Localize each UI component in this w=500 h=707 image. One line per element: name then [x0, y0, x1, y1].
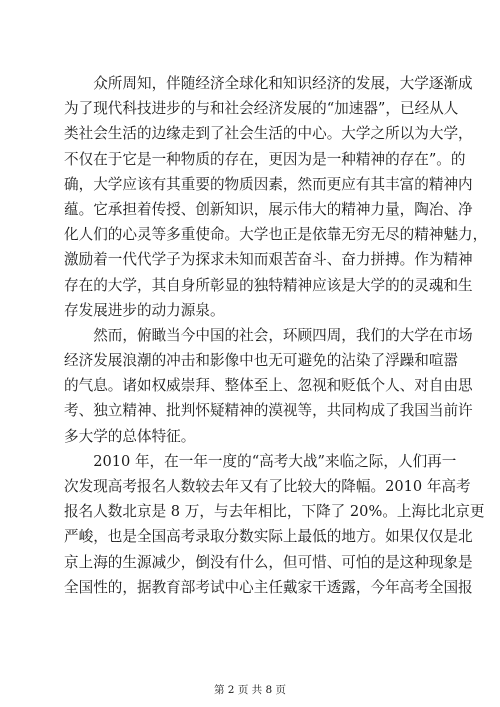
- text-line: 经济发展浪潮的冲击和影像中也无可避免的沾染了浮躁和喧嚣: [64, 352, 459, 370]
- text-line: 全国性的，据教育部考试中心主任戴家干透露，今年高考全国报: [64, 578, 473, 596]
- text-line: 存发展进步的动力源泉。: [64, 301, 225, 319]
- text-line: 激励着一代代学子为探求未知而艰苦奋斗、奋力拼搏。作为精神: [64, 251, 473, 269]
- text-line: 确，大学应该有其重要的物质因素，然而更应有其丰富的精神内: [64, 175, 473, 193]
- text-line: 次发现高考报名人数较去年又有了比较大的降幅。2010 年高考: [64, 478, 471, 495]
- text-line: 考、独立精神、批判怀疑精神的漠视等，共同构成了我国当前许: [64, 402, 473, 420]
- text-line: 的气息。诸如权威崇拜、整体至上、忽视和贬低个人、对自由思: [64, 377, 473, 395]
- text-line: 报名人数北京是 8 万，与去年相比，下降了 20%。上海比北京更: [64, 503, 485, 521]
- text-line: 不仅在于它是一种物质的存在，更因为是一种精神的存在”。的: [64, 150, 466, 168]
- text-line: 存在的大学，其自身所彰显的独特精神应该是大学的的灵魂和生: [64, 276, 473, 294]
- text-line: 京上海的生源减少，倒没有什么，但可惜、可怕的是这种现象是: [64, 553, 473, 571]
- text-line: 化人们的心灵等多重使命。大学也正是依靠无穷无尽的精神魅力，: [64, 226, 488, 244]
- text-line: 蕴。它承担着传授、创新知识，展示伟大的精神力量，陶冶、净: [64, 200, 473, 218]
- text-line: 2010 年，在一年一度的“高考大战”来临之际，人们再一: [64, 452, 457, 470]
- text-line: 然而，俯瞰当今中国的社会，环顾四周，我们的大学在市场: [64, 326, 473, 344]
- text-line: 多大学的总体特征。: [64, 427, 196, 445]
- text-line: 严峻，也是全国高考录取分数实际上最低的地方。如果仅仅是北: [64, 528, 473, 546]
- text-line: 类社会生活的边缘走到了社会生活的中心。大学之所以为大学，: [64, 125, 473, 143]
- text-line: 众所周知，伴随经济全球化和知识经济的发展，大学逐渐成: [64, 75, 473, 92]
- text-line: 为了现代科技进步的与和社会经济发展的“加速器”，已经从人: [64, 100, 459, 118]
- document-body: [64, 71, 488, 600]
- page-number-footer: 第 2 页 共 8 页: [213, 684, 287, 696]
